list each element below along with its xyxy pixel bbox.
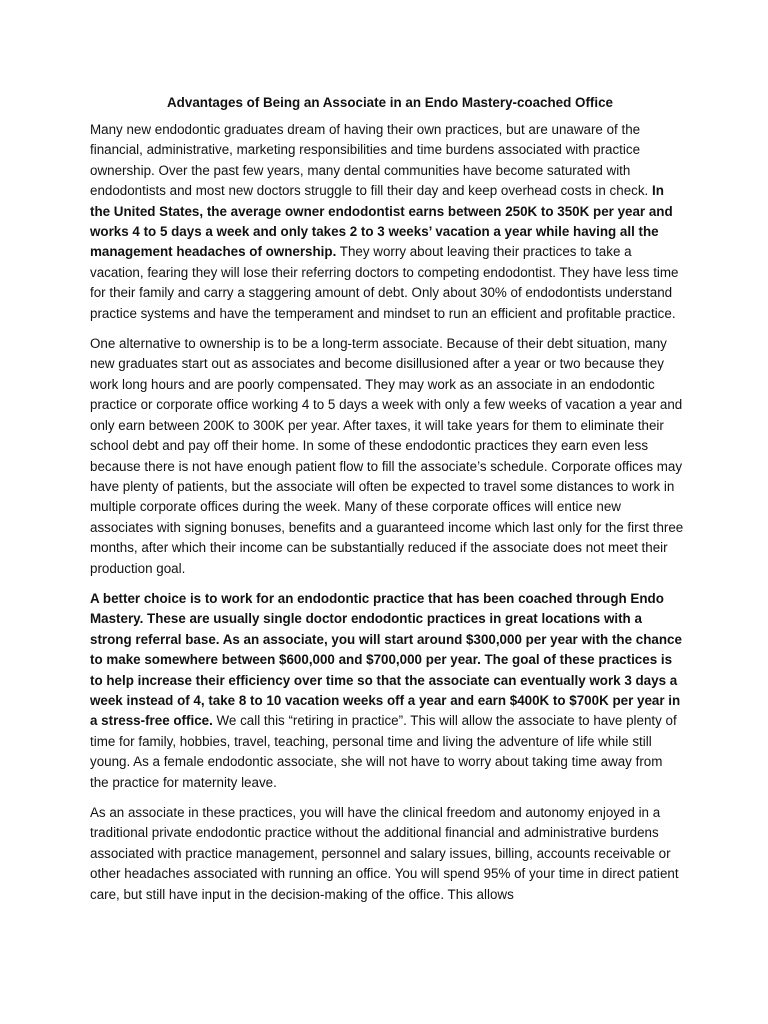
document-title: Advantages of Being an Associate in an Endo Mastery-coached Office [167, 95, 613, 110]
paragraph-better-choice [90, 589, 684, 793]
paragraph-text: One alternative to ownership is to be a long-term associate. Because of their debt situation, many new graduates start out as associates and become disillusioned after a year or two because they work long hours and are poorly compensated. They may work as an associate in an endodontic practice or corporate office working 4 to 5 days a week with only a few weeks of vacation a year and only earn between 200K to 300K per year. After taxes, it will take years for them to eliminate their school debt and pay off their home. In some of these endodontic practices they earn even less because there is not have enough patient flow to fill the associate’s schedule. Corporate offices may have plenty of patients, but the associate will often be expected to travel some distances to work in multiple corporate offices during the week. Many of these corporate offices will entice new associates with signing bonuses, benefits and a guaranteed income which last only for the first three months, after which their income can be substantially reduced if the associate does not meet their production goal. [90, 336, 684, 576]
paragraph-text: Many new endodontic graduates dream of having their own practices, but are unaware of the financial, administrative, marketing responsibilities and time burdens associated with practice ownership. Over the past few years, many dental communities have become saturated with endodontists and most new doctors struggle to fill their day and keep overhead costs in check. [90, 122, 649, 199]
paragraph-bold-text: A better choice is to work for an endodontic practice that has been coached through Endo Mastery. These are usually single doctor endodontic practices in great locations with a strong referral base. As an associate, you will start around $300,000 per year with the chance to make somewhere between $600,000 and $700,000 per year. The goal of these practices is to help increase their efficiency over time so that the associate can eventually work 3 days a week instead of 4, take 8 to 10 vacation weeks off a year and earn $400K to $700K per year in a stress-free office. [90, 590, 682, 729]
paragraph-text: They worry about leaving their practices to take a vacation, fearing they will lose their referring doctors to competing endodontist. They have less time for their family and carry a staggering amount of debt. Only about 30% of endodontists understand practice systems and have the temperament and mindset to run an efficient and profitable practice. [90, 244, 679, 321]
paragraph-clinical-freedom [90, 803, 684, 905]
paragraph-bold-text: In the United States, the average owner endodontist earns between 250K to 350K per year and works 4 to 5 days a week and only takes 2 to 3 weeks’ vacation a year while having all the management headaches of ownership. [90, 183, 673, 260]
paragraph-text: As an associate in these practices, you will have the clinical freedom and autonomy enjoyed in a traditional private endodontic practice without the additional financial and administrative burdens associated with practice management, personnel and salary issues, billing, accounts receivable or other headaches associated with running an office. You will spend 95% of your time in direct patient care, but still have input in the decision-making of the office. This allows [90, 805, 679, 902]
paragraph-text: We call this “retiring in practice”. This will allow the associate to have plenty of time for family, hobbies, travel, teaching, personal time and living the adventure of life while still young. As a female endodontic associate, she will not have to worry about taking time away from the practice for maternity leave. [90, 713, 677, 790]
paragraph-associate-alternative [90, 334, 684, 579]
paragraph-ownership [90, 120, 684, 324]
